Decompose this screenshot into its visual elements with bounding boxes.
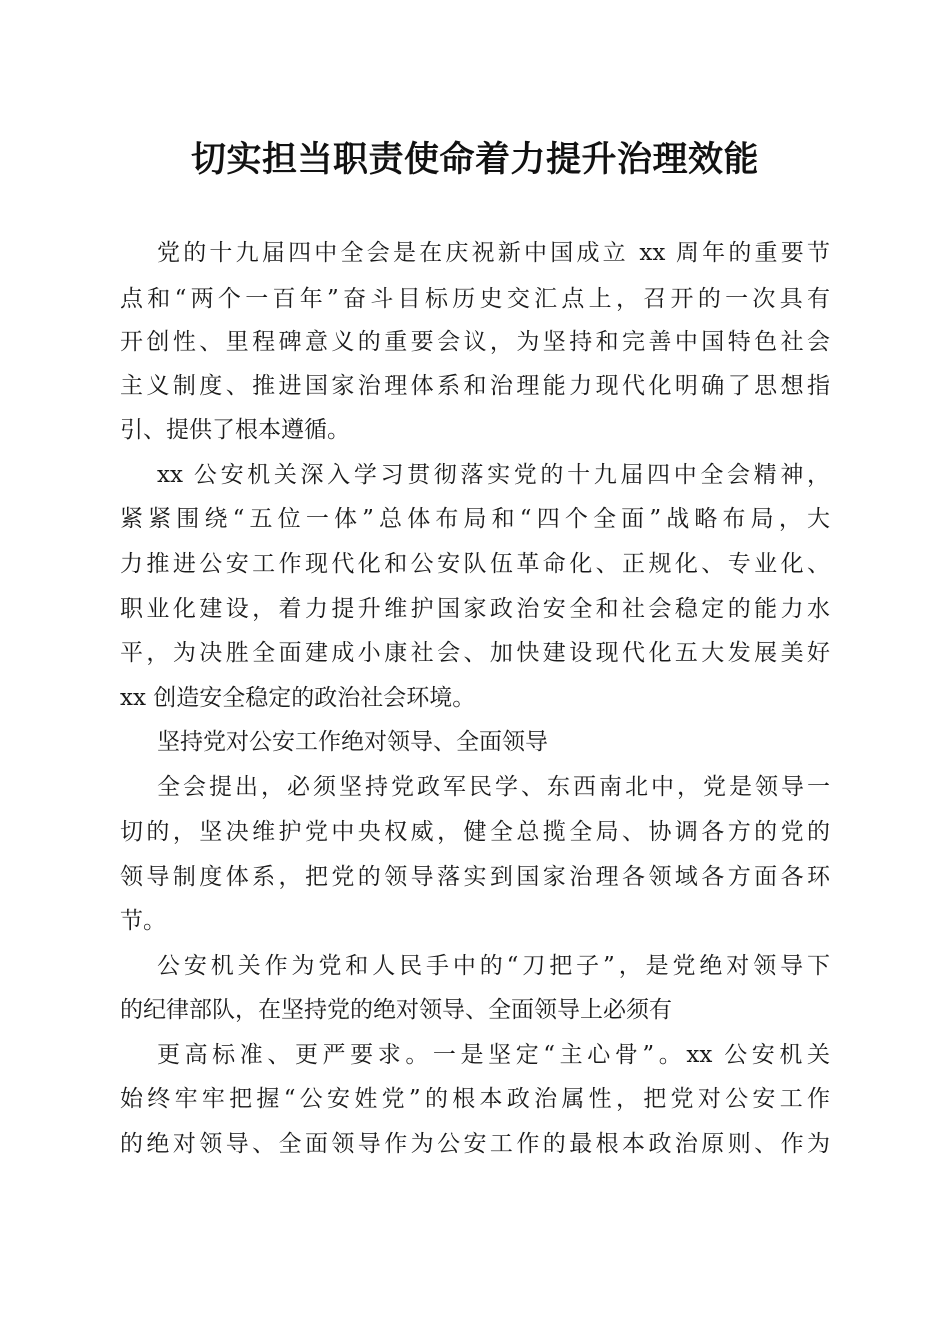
paragraph-line: 的绝对领导、全面领导作为公安工作的最根本政治原则、作为 [120,1131,830,1157]
document-title: 切实担当职责使命着力提升治理效能 [190,139,759,180]
paragraph-line: 主义制度、推进国家治理体系和治理能力现代化明确了思想指 [120,373,830,399]
paragraph-line: 的纪律部队，在坚持党的绝对领导、全面领导上必须有 [120,997,672,1023]
paragraph-line: xx 创造安全稳定的政治社会环境。 [120,685,476,711]
paragraph-line: 公安机关作为党和人民手中的“刀把子”，是党绝对领导下 [157,953,830,979]
paragraph-line: 切的，坚决维护党中央权威，健全总揽全局、协调各方的党的 [120,819,830,845]
section-heading: 坚持党对公安工作绝对领导、全面领导 [157,729,548,755]
paragraph-line: 引、提供了根本遵循。 [120,417,350,443]
paragraph-line: 平，为决胜全面建成小康社会、加快建设现代化五大发展美好 [120,640,830,666]
paragraph-line: 节。 [120,908,166,934]
paragraph-line: 职业化建设，着力提升维护国家政治安全和社会稳定的能力水 [120,596,830,622]
paragraph-line: 紧紧围绕“五位一体”总体布局和“四个全面”战略布局，大 [120,506,830,532]
paragraph-line: 领导制度体系，把党的领导落实到国家治理各领域各方面各环 [120,864,830,890]
paragraph-line: 更高标准、更严要求。一是坚定“主心骨”。xx 公安机关 [157,1042,830,1068]
paragraph-line: 力推进公安工作现代化和公安队伍革命化、正规化、专业化、 [120,551,830,577]
paragraph-line: 点和“两个一百年”奋斗目标历史交汇点上，召开的一次具有 [120,286,830,312]
paragraph-line: 始终牢牢把握“公安姓党”的根本政治属性，把党对公安工作 [120,1086,830,1112]
paragraph-line: 开创性、里程碑意义的重要会议，为坚持和完善中国特色社会 [120,329,830,355]
paragraph-line: xx 公安机关深入学习贯彻落实党的十九届四中全会精神， [157,462,830,488]
paragraph-line: 全会提出，必须坚持党政军民学、东西南北中，党是领导一 [157,774,830,800]
paragraph-line: 党的十九届四中全会是在庆祝新中国成立 xx 周年的重要节 [157,240,830,266]
